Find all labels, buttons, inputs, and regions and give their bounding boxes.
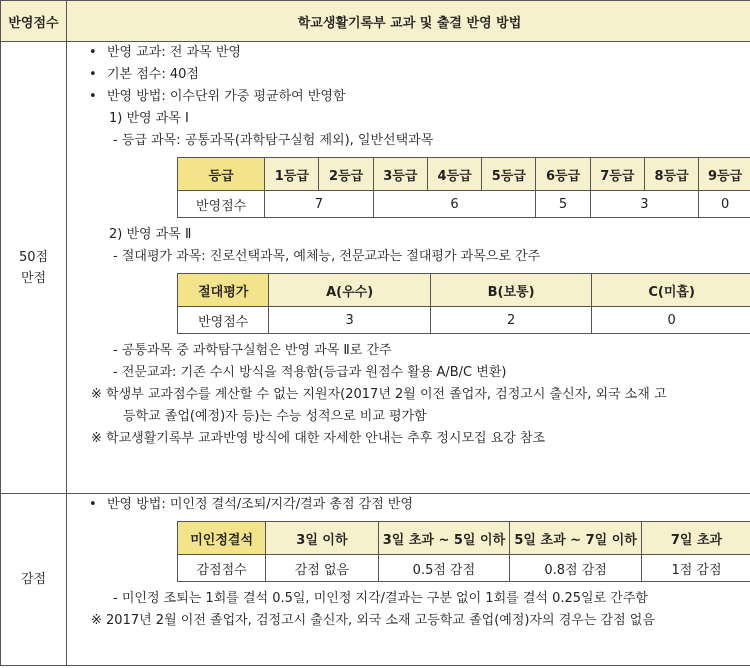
absolute-row-label: 반영점수 [178,307,269,334]
attendance-table-row [178,555,750,582]
grade-header-cell: 3등급 [373,158,427,191]
attendance-value-cell: 1점 감점 [641,555,750,582]
attendance-value-cell: 0.5점 감점 [378,555,510,582]
dash-note-science-lab: - 공통과목 중 과학탐구실험은 반영 과목 Ⅱ로 간주 [113,343,392,358]
note-ineligible-line2: 등학교 졸업(예정)자 등)는 수능 성적으로 비교 평가함 [123,409,427,424]
grade-value-cell: 6 [373,191,536,218]
section1-content [67,42,750,494]
attendance-header-cell: 5일 초과 ~ 7일 이하 [510,522,642,555]
section2-content [67,494,750,666]
grade-header-cell: 6등급 [536,158,590,191]
attendance-table [177,521,750,582]
grade-header-cell: 4등급 [427,158,481,191]
grade-row-label: 반영점수 [178,191,265,218]
grade-value-cell: 3 [590,191,699,218]
absolute-header-cell: A(우수) [269,274,430,307]
absolute-header-cell: C(미흡) [592,274,750,307]
bullet-base-score: • 기본 점수: 40점 [67,64,750,86]
note-ineligible-line1: ※ 학생부 교과점수를 계산할 수 없는 지원자(2017년 2월 이전 졸업자, 검정고시 출신자, 외국 소재 고 [91,387,667,402]
grade-header-cell: 등급 [178,158,265,191]
section2-score: 감점 [1,494,67,666]
section1-score-line2: 만점 [20,270,47,286]
attendance-header-cell: 3일 초과 ~ 5일 이하 [378,522,510,555]
absolute-table-row [178,307,750,334]
grade-header-cell: 2등급 [319,158,373,191]
header-method-cell: 학교생활기록부 교과 및 출결 반영 방법 [67,1,750,42]
grade-table-header [178,158,750,191]
dash-grade-subjects: - 등급 과목: 공통과목(과학탐구실험 제외), 일반선택과목 [113,133,434,148]
attendance-table-header [178,522,750,555]
absolute-score-table [177,273,750,334]
note-no-deduction: ※ 2017년 2월 이전 졸업자, 검정고시 출신자, 외국 소재 고등학교 졸업(예정)자의 경우는 감점 없음 [91,613,655,628]
bullet-method: • 반영 방법: 이수단위 가중 평균하여 반영함 [67,86,750,108]
attendance-value-cell: 0.8점 감점 [510,555,642,582]
grade-header-cell: 7등급 [590,158,644,191]
absolute-value-cell: 3 [269,307,430,334]
absolute-value-cell: 0 [592,307,750,334]
absolute-header-cell: 절대평가 [178,274,269,307]
section1-score [1,42,67,494]
grade-value-cell: 5 [536,191,590,218]
attendance-header-cell: 7일 초과 [641,522,750,555]
grade-value-cell: 7 [265,191,374,218]
sub-heading-1: 1) 반영 과목 Ⅰ [109,111,189,126]
attendance-header-cell: 3일 이하 [266,522,378,555]
absolute-value-cell: 2 [430,307,591,334]
grade-header-cell: 8등급 [644,158,698,191]
absolute-header-cell: B(보통) [430,274,591,307]
note-reference: ※ 학교생활기록부 교과반영 방식에 대한 자세한 안내는 추후 정시모집 요강 참조 [91,431,546,446]
attendance-value-cell: 감점 없음 [266,555,378,582]
bullet-subjects: • 반영 교과: 전 과목 반영 [67,42,750,64]
grade-header-cell: 9등급 [699,158,750,191]
grade-header-cell: 5등급 [482,158,536,191]
sub-heading-2: 2) 반영 과목 Ⅱ [109,227,192,242]
attendance-row-label: 감점점수 [178,555,266,582]
dash-note-vocational: - 전문교과: 기존 수시 방식을 적용함(등급과 원점수 활용 A/B/C 변환) [113,365,507,380]
bullet-attendance-method: • 반영 방법: 미인정 결석/조퇴/지각/결과 총점 감점 반영 [67,494,750,516]
attendance-header-cell: 미인정결석 [178,522,266,555]
grade-score-table [177,157,750,218]
section1-score-line1: 50점 [18,249,49,265]
dash-attendance-rule: - 미인정 조퇴는 1회를 결석 0.5일, 미인정 지각/결과는 구분 없이 1회를 결석 0.25일로 간주함 [113,591,648,606]
grade-value-cell: 0 [699,191,750,218]
header-score-cell: 반영점수 [1,1,67,42]
grade-header-cell: 1등급 [265,158,319,191]
grade-table-row [178,191,750,218]
dash-absolute-subjects: - 절대평가 과목: 진로선택과목, 예체능, 전문교과는 절대평가 과목으로 간주 [113,249,541,264]
absolute-table-header [178,274,750,307]
